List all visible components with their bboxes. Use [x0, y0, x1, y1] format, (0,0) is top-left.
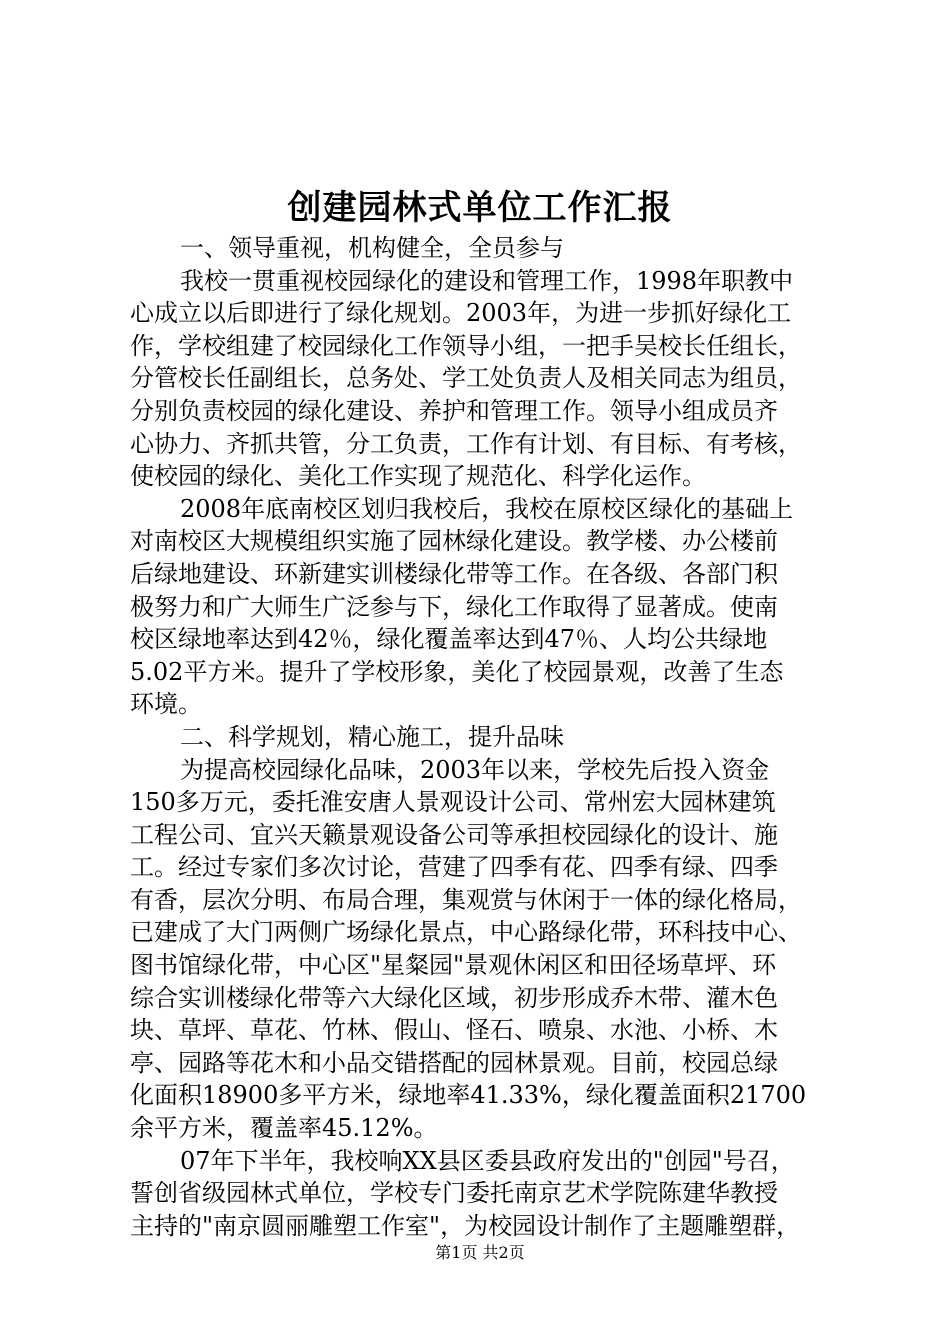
text-line: 对南校区大规模组织实施了园林绿化建设。教学楼、办公楼前 [130, 527, 778, 556]
text-line: 150多万元，委托淮安唐人景观设计公司、常州宏大园林建筑 [130, 788, 776, 817]
text-line: 工程公司、宜兴天籁景观设备公司等承担校园绿化的设计、施 [130, 820, 778, 849]
text-line: 极努力和广大师生广泛参与下，绿化工作取得了显著成。使南 [130, 592, 778, 621]
text-line: 分管校长任副组长，总务处、学工处负责人及相关同志为组员， [130, 364, 802, 393]
text-line: 分别负责校园的绿化建设、养护和管理工作。领导小组成员齐 [130, 396, 778, 425]
text-line: 环境。 [130, 690, 202, 719]
document-body [130, 232, 830, 1242]
text-line: 综合实训楼绿化带等六大绿化区域，初步形成乔木带、灌木色 [130, 983, 778, 1012]
text-line: 工。经过专家们多次讨论，营建了四季有花、四季有绿、四季 [130, 853, 778, 882]
page-footer: 第1页 共2页 [435, 1243, 525, 1262]
text-line: 已建成了大门两侧广场绿化景点，中心路绿化带，环科技中心、 [130, 918, 802, 947]
text-line: 亭、园路等花木和小品交错搭配的园林景观。目前，校园总绿 [130, 1048, 778, 1077]
text-line: 余平方米，覆盖率45.12%。 [130, 1114, 438, 1143]
text-line: 作，学校组建了校园绿化工作领导小组，一把手吴校长任组长， [130, 331, 802, 360]
text-line: 图书馆绿化带，中心区"星粲园"景观休闲区和田径场草坪、环 [130, 951, 777, 980]
text-line: 2008年底南校区划归我校后，我校在原校区绿化的基础上 [180, 494, 794, 523]
document-page [130, 0, 830, 1344]
text-line: 校区绿地率达到42％，绿化覆盖率达到47％、人均公共绿地 [130, 625, 768, 654]
text-line: 5.02平方米。提升了学校形象，美化了校园景观，改善了生态 [130, 657, 784, 686]
text-line: 心协力、齐抓共管，分工负责，工作有计划、有目标、有考核， [130, 429, 802, 458]
text-line: 块、草坪、草花、竹林、假山、怪石、喷泉、水池、小桥、木 [130, 1016, 778, 1045]
text-line: 化面积18900多平方米，绿地率41.33%，绿化覆盖面积21700 [130, 1081, 807, 1110]
text-line: 后绿地建设、环新建实训楼绿化带等工作。在各级、各部门积 [130, 559, 778, 588]
text-line: 心成立以后即进行了绿化规划。2003年，为进一步抓好绿化工 [130, 299, 792, 328]
text-line: 为提高校园绿化品味，2003年以来，学校先后投入资金 [180, 755, 770, 784]
text-line: 使校园的绿化、美化工作实现了规范化、科学化运作。 [130, 462, 706, 491]
text-line: 主持的"南京圆丽雕塑工作室"，为校园设计制作了主题雕塑群， [130, 1211, 801, 1240]
document-title: 创建园林式单位工作汇报 [287, 188, 673, 228]
text-line: 二、科学规划，精心施工，提升品味 [180, 722, 564, 751]
text-line: 我校一贯重视校园绿化的建设和管理工作，1998年职教中 [180, 266, 794, 295]
text-line: 有香，层次分明、布局合理，集观赏与休闲于一体的绿化格局， [130, 885, 802, 914]
text-line: 07年下半年，我校响XX县区委县政府发出的"创园"号召， [180, 1146, 795, 1175]
text-line: 誓创省级园林式单位，学校专门委托南京艺术学院陈建华教授 [130, 1179, 778, 1208]
text-line: 一、领导重视，机构健全，全员参与 [180, 234, 564, 262]
